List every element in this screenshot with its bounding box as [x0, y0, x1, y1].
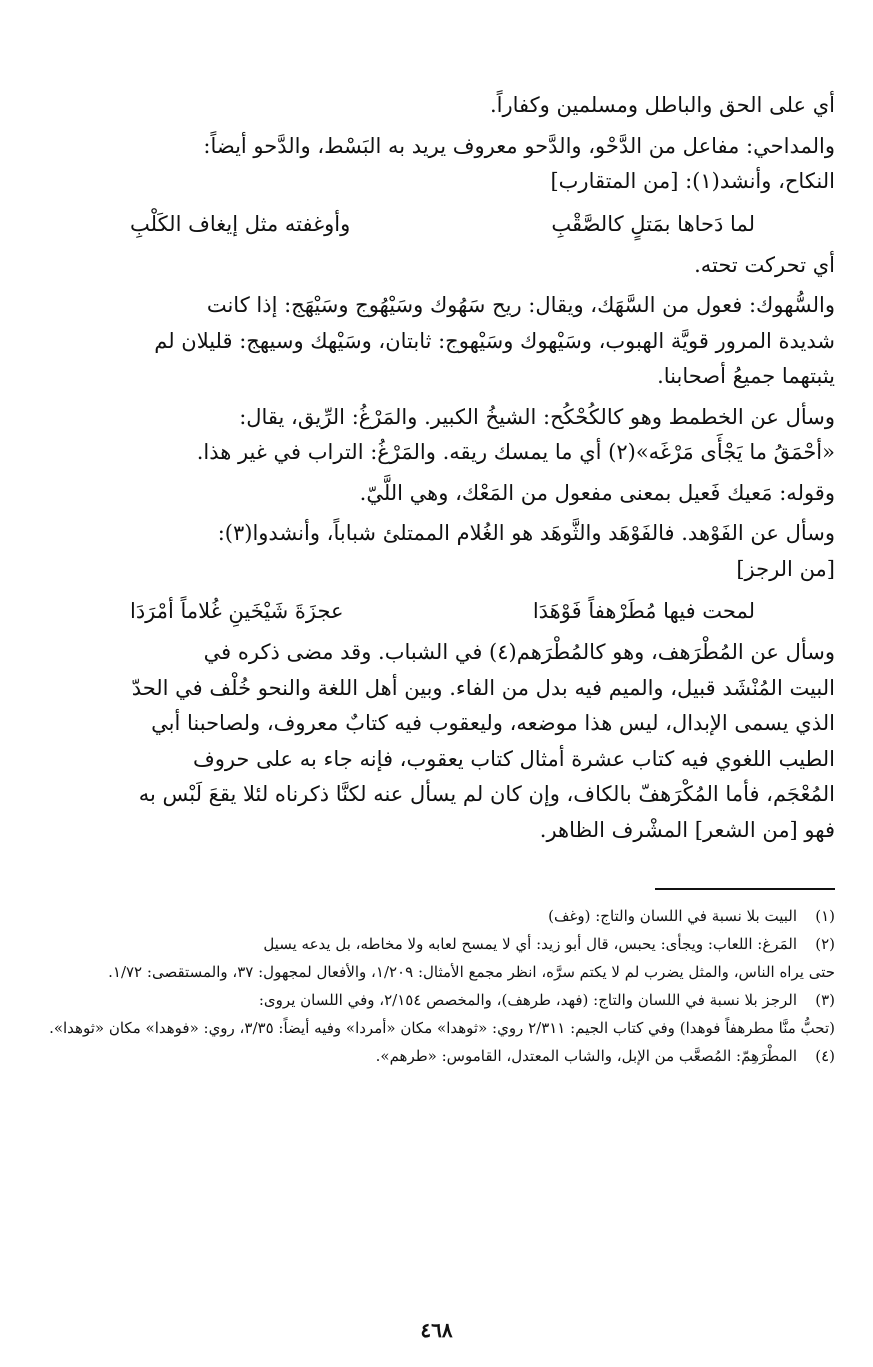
- book-page: [38, 88, 835, 1367]
- verse-1-first-hemistich: لما دَحاها بمَتلٍ كالصَّقْبِ: [551, 211, 755, 236]
- paragraph-7-line-1: وسأل عن الفَوْهد. فالفَوْهَد والثَّوهَد هو الغُلام الممتلئ شباباً، وأنشدوا(٣):: [217, 521, 835, 545]
- footnote-3-text-line-1: الرجز بلا نسبة في اللسان والتاج: (فهد، طرهف)، والمخصص ٢/١٥٤، وفي اللسان يروى:: [258, 991, 797, 1009]
- footnote-4: [38, 1042, 835, 1070]
- footnote-3-number: (٣): [815, 991, 835, 1009]
- paragraph-8-line-5: المُعْجَم، فأما المُكْرَهفّ بالكاف، وإن كان لم يسأل عنه لكنَّا ذكرناه لئلا يقعَ لَبْس به: [138, 782, 835, 806]
- verse-1: [38, 206, 835, 242]
- page-number: ٤٦٨: [420, 1318, 453, 1342]
- paragraph-8-line-2: البيت المُنْشَد قبيل، والميم فيه بدل من الفاء. وبين أهل اللغة والنحو خُلْف في الحدّ: [131, 675, 835, 700]
- footnote-2-text-line-1: المَرغ: اللعاب: ويجأى: يحبس، قال أبو زيد: أي لا يمسح لعابه ولا مخاطه، بل يدعه يسيل: [263, 935, 797, 953]
- footnote-1-text: البيت بلا نسبة في اللسان والتاج: (وغف): [548, 907, 797, 925]
- paragraph-5-line-1: وسأل عن الخطمط وهو كالكُحْكُح: الشيخُ الكبير. والمَرْغُ: الرِّيق، يقال:: [239, 404, 835, 429]
- footnote-3: [38, 986, 835, 1014]
- paragraph-8-line-1: وسأل عن المُطْرَهف، وهو كالمُطْرَهم(٤) في الشباب. وقد مضى ذكره في: [203, 640, 835, 664]
- footnotes: [38, 902, 835, 1070]
- footnote-2: [38, 930, 835, 958]
- paragraph-1: أي على الحق والباطل ومسلمين وكفاراً.: [489, 93, 835, 117]
- footnote-4-number: (٤): [815, 1047, 835, 1065]
- footnote-2-text-line-3: لمجهول: ٣٧، والمستقصى: ١/٧٢.: [108, 963, 312, 981]
- paragraph-5-line-2: «أحْمَقُ ما يَجْأَى مَرْغَه»(٢) أي ما يمسك ريقه. والمَرْغُ: التراب في غير هذا.: [196, 440, 835, 464]
- paragraph-2-line-1: والمداحي: مفاعل من الدَّحْو، والدَّحو معروف يريد به البَسْط، والدَّحو أيضاً:: [203, 133, 835, 158]
- main-text: [38, 88, 835, 848]
- footnote-3-text-line-3: وفي كتاب الجيم: ٢/٣١١ روي: «ثوهدا» مكان «أمردا» وفيه أيضاً: ٣/٣٥، روي: «فوهدا»: [145, 1019, 675, 1037]
- paragraph-8-line-3: الذي يسمى الإبدال، ليس هذا موضعه، وليعقوب فيه كتابٌ معروف، ولصاحبنا أبي: [151, 711, 835, 735]
- paragraph-6: وقوله: مَعيك فَعيل بمعنى مفعول من المَعْك، وهي اللَّيّ.: [359, 480, 835, 505]
- verse-2-second-hemistich: عجزَةَ شَيْخَينِ غُلاماً أمْرَدَا: [130, 599, 344, 623]
- verse-2: [38, 593, 835, 629]
- footnote-3-text-line-2: (تحبُّ منَّا مطرهفاً فوهدا): [679, 1019, 835, 1037]
- footnote-1: [38, 902, 835, 930]
- paragraph-8-line-4: الطيب اللغوي فيه كتاب عشرة أمثال كتاب يعقوب، فإنه جاء به على حروف: [192, 746, 835, 771]
- footnote-2-number: (٢): [815, 935, 835, 953]
- footnote-1-number: (١): [815, 907, 835, 925]
- paragraph-2-line-2: النكاح، وأنشد(١): [من المتقارب]: [550, 169, 835, 193]
- paragraph-4-line-1: والسُّهوك: فعول من السَّهَك، ويقال: ريح سَهُوك وسَيْهُوج وسَيْهَج: إذا كانت: [206, 293, 835, 317]
- footnote-4-text: المطْرَهِمّ: المُصعَّب من الإبل، والشاب المعتدل، القاموس: «طرهم».: [375, 1047, 797, 1065]
- footnote-3-text-line-4: مكان «ثوهدا».: [49, 1019, 141, 1037]
- paragraph-4-line-3: يثبتهما جميعُ أصحابنا.: [657, 364, 835, 388]
- paragraph-4-line-2: شديدة المرور قويَّة الهبوب، وسَيْهوك وسَيْهوج: ثابتان، وسَيْهك وسيهج: قليلان لم: [154, 328, 835, 353]
- footnote-separator: [655, 888, 835, 890]
- paragraph-7-line-2: [من الرجز]: [736, 556, 835, 581]
- verse-2-first-hemistich: لمحت فيها مُطَرْهفاً فَوْهَدَا: [532, 599, 755, 623]
- paragraph-8-line-6: فهو [من الشعر] المشْرف الظاهر.: [539, 817, 835, 842]
- footnote-2-text-line-2: حتى يراه الناس، والمثل يضرب لم لا يكتم سرَّه، انظر مجمع الأمثال: ١/٢٠٩، والأفعال: [316, 963, 835, 981]
- paragraph-3: أي تحركت تحته.: [694, 252, 835, 277]
- verse-1-second-hemistich: وأوغفته مثل إيغاف الكَلْبِ: [130, 211, 351, 236]
